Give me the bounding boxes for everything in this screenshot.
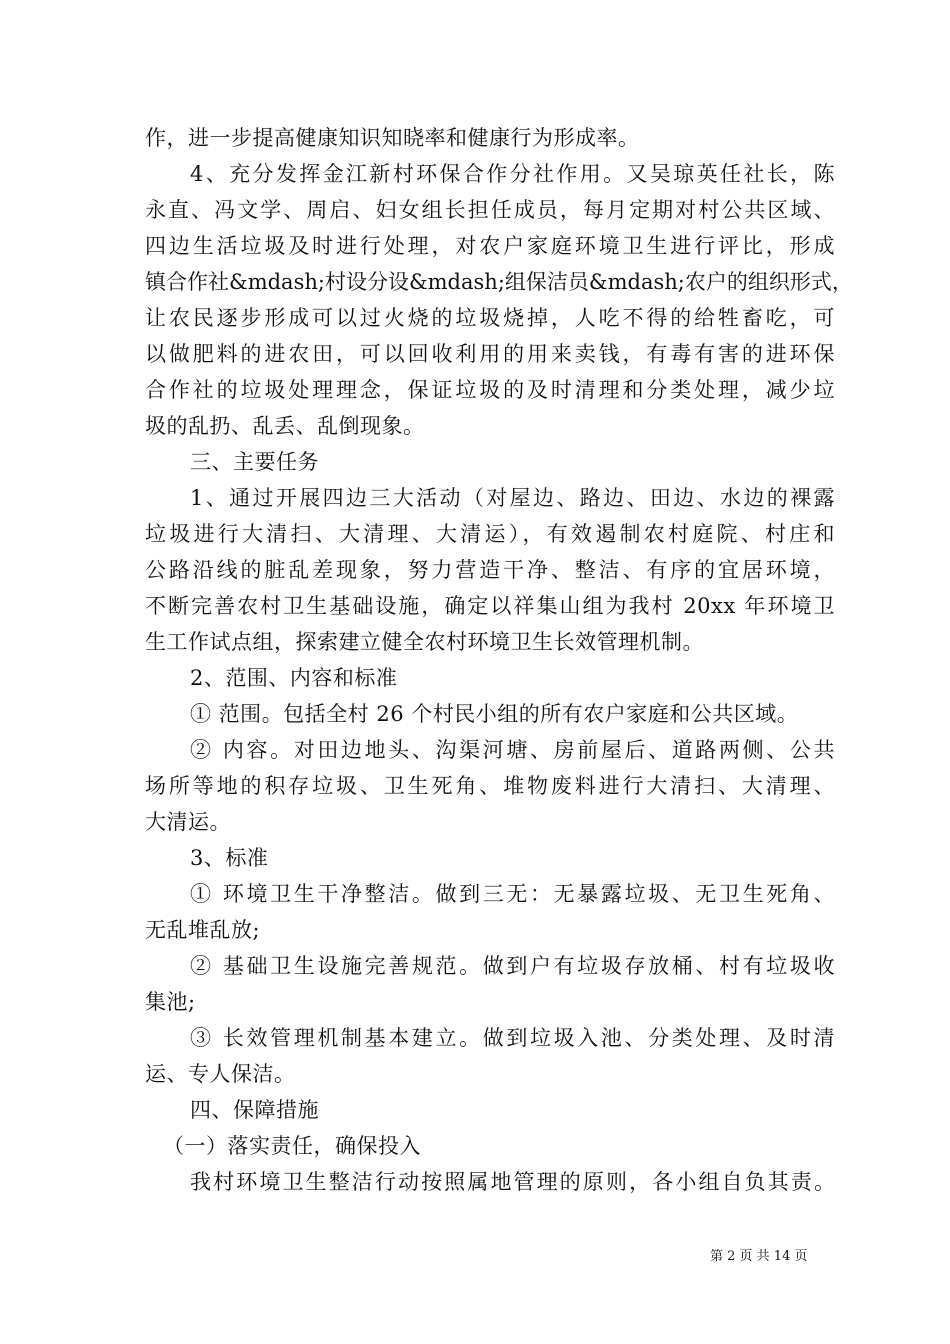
body-line: 镇合作社&mdash;村设分设&mdash;组保洁员&mdash;农户的组织形式， xyxy=(145,270,853,294)
body-line: ③ 长效管理机制基本建立。做到垃圾入池、分类处理、及时清 xyxy=(190,1026,835,1050)
body-line: 场所等地的积存垃圾、卫生死角、堆物废料进行大清扫、大清理、 xyxy=(145,774,835,798)
body-line: 让农民逐步形成可以过火烧的垃圾烧掉，人吃不得的给牲畜吃，可 xyxy=(145,306,835,330)
subsection-heading: 2、范围、内容和标准 xyxy=(190,666,398,690)
page-number-footer: 第 2 页 共 14 页 xyxy=(710,1249,808,1264)
body-line: 公路沿线的脏乱差现象，努力营造干净、整洁、有序的宜居环境， xyxy=(145,558,835,582)
body-line: 运、专人保洁。 xyxy=(145,1062,296,1086)
body-line: 永直、冯文学、周启、妇女组长担任成员，每月定期对村公共区域、 xyxy=(145,198,835,222)
body-line: 四边生活垃圾及时进行处理，对农户家庭环境卫生进行评比，形成 xyxy=(145,234,835,258)
body-line: 圾的乱扔、乱丢、乱倒现象。 xyxy=(145,414,425,438)
body-line: 作，进一步提高健康知识知晓率和健康行为形成率。 xyxy=(145,126,640,150)
section-heading: 三、主要任务 xyxy=(190,450,319,474)
body-line: 我村环境卫生整洁行动按照属地管理的原则，各小组自负其责。 xyxy=(190,1170,835,1194)
section-heading: 四、保障措施 xyxy=(190,1098,319,1122)
body-line: 生工作试点组，探索建立健全农村环境卫生长效管理机制。 xyxy=(145,630,704,654)
subsection-heading: （一）落实责任，确保投入 xyxy=(163,1134,421,1158)
body-line: ① 范围。包括全村 26 个村民小组的所有农户家庭和公共区域。 xyxy=(190,702,799,726)
body-line: 合作社的垃圾处理理念，保证垃圾的及时清理和分类处理，减少垃 xyxy=(145,378,835,402)
body-line: 不断完善农村卫生基础设施，确定以祥集山组为我村 20xx 年环境卫 xyxy=(145,594,835,618)
body-line: 以做肥料的进农田，可以回收利用的用来卖钱，有毒有害的进环保 xyxy=(145,342,835,366)
body-line: 集池; xyxy=(145,990,196,1014)
body-line: 无乱堆乱放; xyxy=(145,918,261,942)
body-line: ② 内容。对田边地头、沟渠河塘、房前屋后、道路两侧、公共 xyxy=(190,738,835,762)
body-line: ① 环境卫生干净整洁。做到三无：无暴露垃圾、无卫生死角、 xyxy=(190,882,835,906)
subsection-heading: 3、标准 xyxy=(190,846,269,870)
body-line: 垃圾进行大清扫、大清理、大清运），有效遏制农村庭院、村庄和 xyxy=(145,522,835,546)
body-line: 大清运。 xyxy=(145,810,231,834)
body-line: 4、充分发挥金江新村环保合作分社作用。又吴琼英任社长，陈 xyxy=(190,162,835,186)
body-line: 1、通过开展四边三大活动（对屋边、路边、田边、水边的裸露 xyxy=(190,486,835,510)
body-line: ② 基础卫生设施完善规范。做到户有垃圾存放桶、村有垃圾收 xyxy=(190,954,835,978)
